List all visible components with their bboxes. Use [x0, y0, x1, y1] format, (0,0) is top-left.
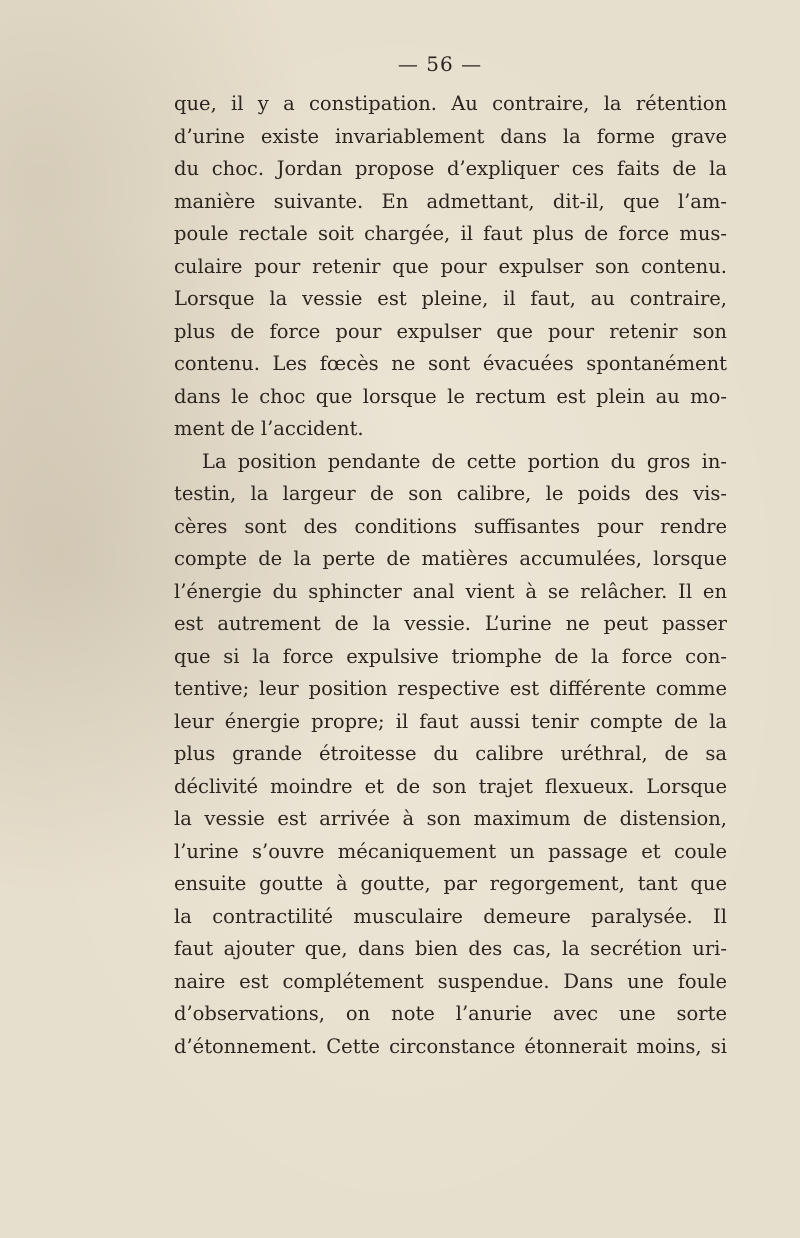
text-line: manière suivante. En admettant, dit-il, que l’am-: [174, 189, 727, 213]
text-line: compte de la perte de matières accumulées, lorsque: [174, 547, 727, 570]
text-line: d’observations, on note l’anurie avec une sorte: [174, 1002, 727, 1025]
page-number: — 56 —: [397, 52, 483, 76]
text-line: du choc. Jordan propose d’expliquer ces faits de la: [174, 157, 727, 180]
text-line: La position pendante de cette portion du gros in-: [202, 449, 727, 473]
text-line: cères sont des conditions suffisantes pour rendre: [174, 514, 727, 538]
text-line: plus grande étroitesse du calibre uréthral, de sa: [174, 742, 727, 765]
text-line: ensuite goutte à goutte, par regorgement, tant que: [174, 872, 727, 895]
text-line: d’étonnement. Cette circonstance étonnerait moins, si: [174, 1034, 727, 1058]
text-line: testin, la largeur de son calibre, le poids des vis-: [174, 482, 727, 505]
text-line: dans le choc que lorsque le rectum est plein au mo-: [174, 384, 727, 408]
text-line: culaire pour retenir que pour expulser son contenu.: [174, 254, 727, 278]
text-line: leur énergie propre; il faut aussi tenir compte de la: [174, 709, 727, 733]
text-line: que, il y a constipation. Au contraire, la rétention: [174, 92, 727, 115]
text-line: déclivité moindre et de son trajet flexueux. Lorsque: [174, 774, 727, 798]
text-line: naire est complétement suspendue. Dans une foule: [174, 969, 727, 993]
text-line: que si la force expulsive triomphe de la force con-: [174, 644, 727, 668]
text-line: tentive; leur position respective est différente comme: [174, 677, 727, 700]
text-line: contenu. Les fœcès ne sont évacuées spontanément: [174, 352, 727, 375]
text-line: Lorsque la vessie est pleine, il faut, au contraire,: [174, 287, 727, 310]
text-line: poule rectale soit chargée, il faut plus de force mus-: [174, 222, 727, 245]
body-text: [174, 88, 727, 1063]
text-line: plus de force pour expulser que pour retenir son: [174, 319, 727, 343]
text-line: ment de l’accident.: [174, 417, 364, 440]
text-line: est autrement de la vessie. L’urine ne peut passer: [174, 612, 727, 635]
text-line: l’urine s’ouvre mécaniquement un passage et coule: [174, 839, 727, 863]
text-line: la contractilité musculaire demeure paralysée. Il: [174, 904, 727, 928]
text-line: faut ajouter que, dans bien des cas, la secrétion uri-: [174, 937, 727, 960]
text-line: la vessie est arrivée à son maximum de distension,: [174, 807, 727, 830]
text-line: d’urine existe invariablement dans la forme grave: [174, 124, 727, 148]
text-line: l’énergie du sphincter anal vient à se relâcher. Il en: [174, 579, 727, 603]
